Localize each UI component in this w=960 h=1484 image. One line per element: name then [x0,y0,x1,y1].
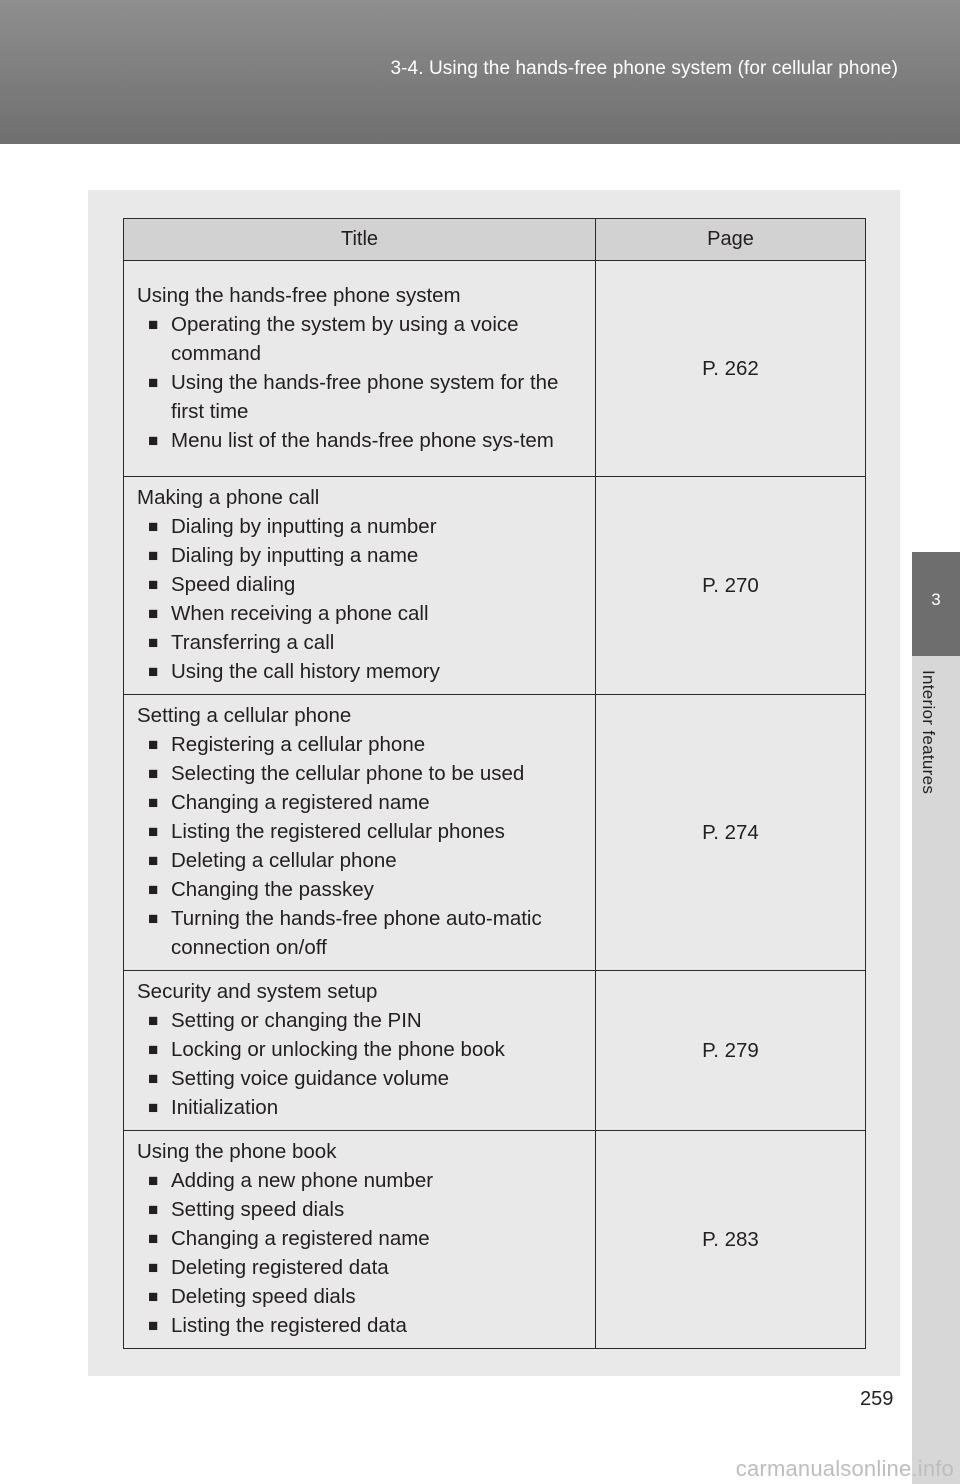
page-header [0,0,960,144]
list-item-text: Registering a cellular phone [171,733,426,756]
title-cell [124,1131,596,1349]
square-bullet-icon: ■ [148,909,159,928]
section-title: 3-4. Using the hands-free phone system (for cellular phone) [390,58,898,79]
list-item-text: Changing a registered name [171,791,430,814]
sub-item-list [137,730,585,962]
contents-panel [88,190,900,1376]
group-title: Using the hands-free phone system [137,283,461,307]
title-cell [124,971,596,1131]
square-bullet-icon: ■ [148,1229,159,1248]
list-item-text: Speed dialing [171,573,296,596]
list-item [137,730,585,759]
square-bullet-icon: ■ [148,1316,159,1335]
list-item-text: Menu list of the hands-free phone sys-tem [171,428,554,452]
table-row [124,1131,866,1349]
square-bullet-icon: ■ [148,314,159,334]
page-reference: P. 270 [596,477,866,695]
table-body [124,261,866,1349]
list-item-text: When receiving a phone call [171,602,429,625]
list-item-text: Using the call history memory [171,660,440,683]
square-bullet-icon: ■ [148,1098,159,1117]
list-item [137,570,585,599]
contents-table [123,218,866,1349]
square-bullet-icon: ■ [148,735,159,754]
square-bullet-icon: ■ [148,372,159,392]
list-item-text: Turning the hands-free phone auto-matic connection on/off [171,907,542,959]
group-title: Security and system setup [137,980,378,1003]
sub-item-list [137,310,585,455]
list-item-text: Deleting registered data [171,1256,389,1279]
list-item-text: Dialing by inputting a number [171,515,437,538]
column-header-title: Title [124,219,596,261]
square-bullet-icon: ■ [148,880,159,899]
square-bullet-icon: ■ [148,793,159,812]
square-bullet-icon: ■ [148,1011,159,1030]
sub-item-list [137,1166,585,1340]
table-header-row [124,219,866,261]
list-item-text: Using the hands-free phone system for the first time [171,370,559,423]
page-number: 259 [860,1388,894,1410]
table-row [124,971,866,1131]
page-reference: P. 283 [596,1131,866,1349]
square-bullet-icon: ■ [148,1171,159,1190]
list-item-text: Selecting the cellular phone to be used [171,762,525,785]
list-item-text: Adding a new phone number [171,1169,434,1192]
list-item [137,310,585,368]
list-item [137,1006,585,1035]
list-item-text: Operating the system by using a voice command [171,312,519,365]
list-item [137,599,585,628]
square-bullet-icon: ■ [148,575,159,594]
list-item-text: Dialing by inputting a name [171,544,419,567]
square-bullet-icon: ■ [148,633,159,652]
list-item [137,875,585,904]
list-item [137,1166,585,1195]
list-item-text: Setting speed dials [171,1198,345,1221]
title-cell [124,695,596,971]
title-cell [124,261,596,477]
column-header-page: Page [596,219,866,261]
page-reference: P. 279 [596,971,866,1131]
list-item [137,759,585,788]
list-item [137,1195,585,1224]
list-item [137,1064,585,1093]
square-bullet-icon: ■ [148,1287,159,1306]
list-item-text: Listing the registered cellular phones [171,820,505,843]
list-item-text: Locking or unlocking the phone book [171,1038,505,1061]
list-item [137,788,585,817]
table-row [124,695,866,971]
square-bullet-icon: ■ [148,822,159,841]
list-item [137,1311,585,1340]
list-item-text: Deleting speed dials [171,1285,356,1308]
square-bullet-icon: ■ [148,851,159,870]
sub-item-list [137,512,585,686]
list-item [137,904,585,962]
list-item [137,1093,585,1122]
page-reference: P. 262 [596,261,866,477]
list-item-text: Deleting a cellular phone [171,849,397,872]
list-item [137,426,585,455]
list-item-text: Transferring a call [171,631,335,654]
list-item [137,1253,585,1282]
square-bullet-icon: ■ [148,764,159,783]
list-item-text: Listing the registered data [171,1314,407,1337]
group-title: Using the phone book [137,1140,337,1163]
chapter-number: 3 [931,590,941,609]
square-bullet-icon: ■ [148,517,159,536]
list-item [137,1035,585,1064]
list-item-text: Changing the passkey [171,878,374,901]
square-bullet-icon: ■ [148,1069,159,1088]
title-cell [124,477,596,695]
list-item [137,657,585,686]
list-item-text: Initialization [171,1096,279,1119]
list-item [137,541,585,570]
sub-item-list [137,1006,585,1122]
square-bullet-icon: ■ [148,662,159,681]
list-item [137,628,585,657]
square-bullet-icon: ■ [148,1200,159,1219]
list-item [137,368,585,426]
chapter-label: Interior features [919,670,938,795]
list-item-text: Setting voice guidance volume [171,1067,450,1090]
table-row [124,261,866,477]
list-item-text: Changing a registered name [171,1227,430,1250]
table-row [124,477,866,695]
chapter-tab [912,552,960,656]
list-item [137,1282,585,1311]
list-item-text: Setting or changing the PIN [171,1009,422,1032]
group-title: Making a phone call [137,486,320,509]
watermark: carmanualsonline.info [735,1456,954,1481]
list-item [137,512,585,541]
square-bullet-icon: ■ [148,546,159,565]
square-bullet-icon: ■ [148,604,159,623]
group-title: Setting a cellular phone [137,704,352,727]
list-item [137,1224,585,1253]
list-item [137,817,585,846]
page-reference: P. 274 [596,695,866,971]
square-bullet-icon: ■ [148,430,159,450]
square-bullet-icon: ■ [148,1040,159,1059]
list-item [137,846,585,875]
square-bullet-icon: ■ [148,1258,159,1277]
